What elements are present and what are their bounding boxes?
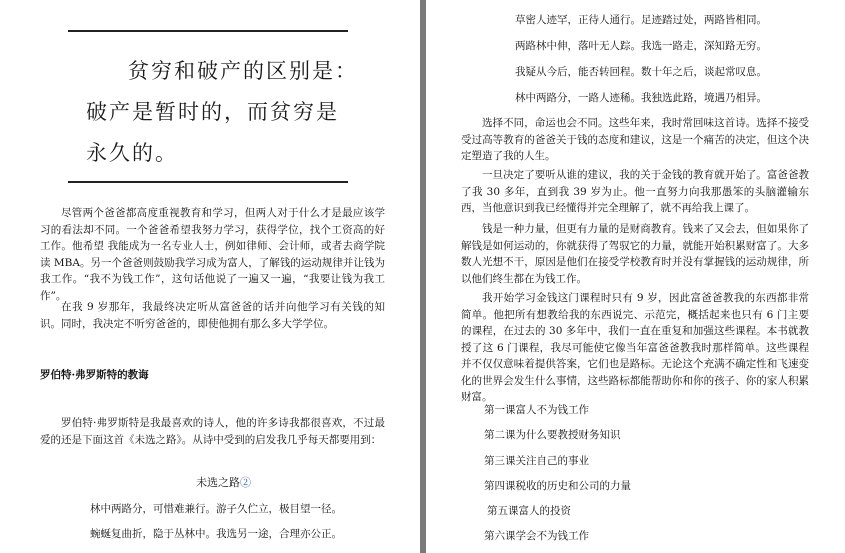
quote-line: 破产是暂时的，而贫穷是 xyxy=(86,100,339,124)
body-paragraph: 尽管两个爸爸都高度重视教育和学习，但两人对于什么才是最应该学习的看法却不同。一个爸爸希望我努力学习，获得学位，找个工资高的好工作。他希望 我能成为一名专业人士，例如律师、会计师，或者去商学院读 MBA。另一个爸爸则鼓励我学习成为富人，了解钱的运动规律并让钱为我工作。“我不为钱工作”，这句话他说了一遍又一遍，“我要让钱为我工作”。 xyxy=(40,207,385,302)
body-paragraph: 一旦决定了要听从谁的建议，我的关于金钱的教育就开始了。富爸爸教了我 30 多年，直到我 39 岁为止。他一直努力向我那愚笨的头脑灌输东西，当他意识到我已经懂得并完全理解了，就不再给我上课了。 xyxy=(461,169,809,214)
body-paragraph: 罗伯特·弗罗斯特是我最喜欢的诗人，他的许多诗我都很喜欢，不过最爱的还是下面这首《未选之路》。从诗中受到的启发我几乎每天都要用到： xyxy=(40,417,385,446)
lesson-item: 第六课学会不为钱工作 xyxy=(484,530,589,542)
body-paragraph: 在我 9 岁那年，我最终决定听从富爸爸的话并向他学习有关钱的知识。同时，我决定不听穷爸爸的，即使他拥有那么多大学学位。 xyxy=(40,301,385,330)
poem-title-text: 未选之路 xyxy=(196,476,240,489)
poem-line: 两路林中伸，落叶无人踪。我选一路走，深知路无穷。 xyxy=(515,40,767,52)
quote-line: 贫穷和破产的区别是： xyxy=(128,59,358,83)
body-paragraph: 钱是一种力量，但更有力量的是财商教育。钱来了又会去，但如果你了解钱是如何运动的，你就获得了驾驭它的力量，就能开始积累财富了。大多数人光想不干，原因是他们在接受学校教育时并没有掌握钱的运动规律，所以他们终生都在为钱工作。 xyxy=(461,223,809,285)
poem-line: 林中两路分，一路人迹稀。我独选此路，境遇乃相异。 xyxy=(515,92,767,104)
quote-bottom-rule xyxy=(68,181,348,183)
lesson-item: 第一课富人不为钱工作 xyxy=(484,404,589,416)
lesson-item: 第五课富人的投资 xyxy=(487,505,571,517)
body-paragraph: 选择不同，命运也会不同。这些年来，我时常回味这首诗。选择不接受受过高等教育的爸爸关于钱的态度和建议，这是一个痛苦的决定，但这个决定塑造了我的人生。 xyxy=(461,117,809,162)
lesson-item: 第四课税收的历史和公司的力量 xyxy=(484,480,631,492)
quote-top-rule xyxy=(68,30,348,32)
lesson-item: 第二课为什么要教授财务知识 xyxy=(484,429,621,441)
right-page xyxy=(426,0,845,553)
poem-line: 我疑从今后，能否转回程。数十年之后，谈起常叹息。 xyxy=(515,66,767,78)
footnote-link[interactable]: ② xyxy=(240,476,251,489)
poem-line: 蜿蜒复曲折，隐于丛林中。我选另一途，合理亦公正。 xyxy=(90,528,342,540)
section-heading: 罗伯特·弗罗斯特的教诲 xyxy=(40,369,149,381)
poem-title xyxy=(196,474,251,490)
left-page xyxy=(0,0,420,553)
lesson-item: 第三课关注自己的事业 xyxy=(484,455,589,467)
poem-line: 林中两路分，可惜难兼行。游子久伫立，极目望一径。 xyxy=(90,503,342,515)
quote-line: 永久的。 xyxy=(86,141,178,165)
poem-line: 草密人迹罕，正待人通行。足迹踏过处，两路皆相同。 xyxy=(515,14,767,26)
body-paragraph: 我开始学习金钱这门课程时只有 9 岁，因此富爸爸教我的东西都非常简单。他把所有想教给我的东西说完、示范完，概括起来也只有 6 门主要的课程，在过去的 30 多年中，我们一直在重复和加强这些课程。本书就教授了这 6 门课程，我尽可能使它像当年富爸爸教我时那样简单。这些课程并不仅仅意味着提供答案，它们也是路标。无论这个充满不确定性和飞速变化的世界会发生什么事情，这些路标都能帮助你和你的孩子、你的家人积累财富。 xyxy=(461,292,809,403)
